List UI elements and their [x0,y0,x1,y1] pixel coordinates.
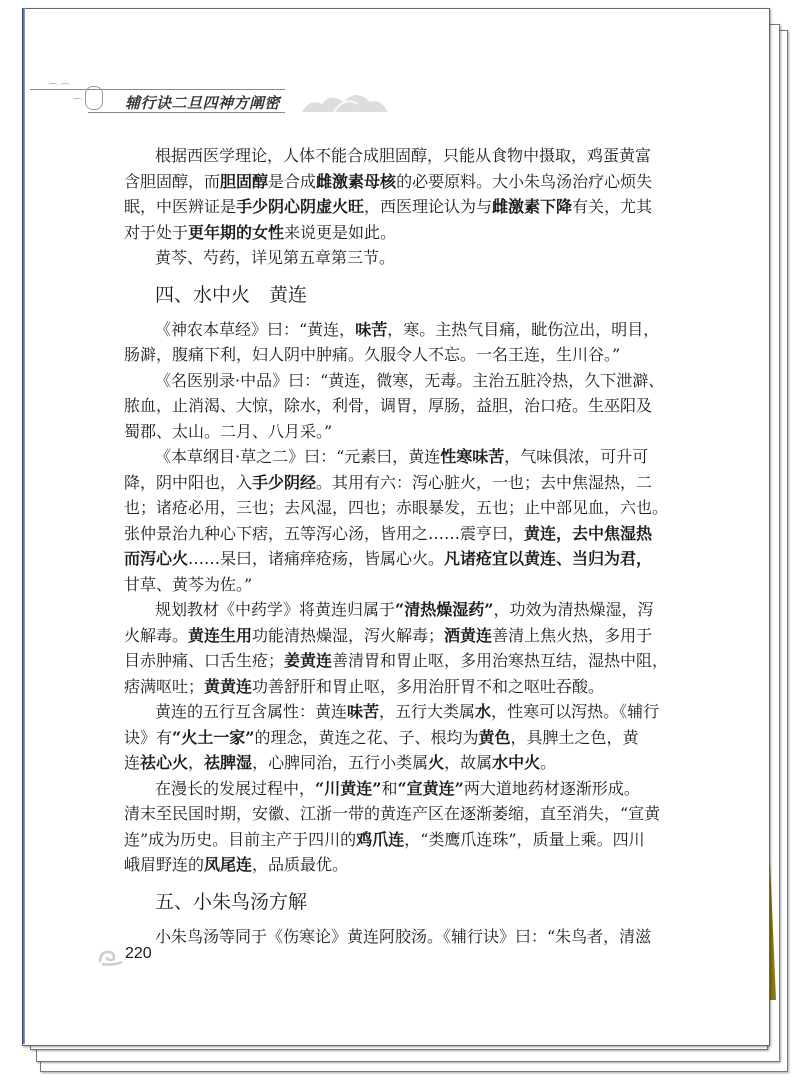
text-run: 。其用有六：泻心脏火，一也；去中焦湿热，二 [316,472,653,492]
text-run: 。 [540,753,557,772]
text-run: 规划教材《中药学》将黄连归属于 [155,600,396,619]
bold-text: 手少阴心阴虚火旺 [236,197,365,216]
text-run: ，“类鹰爪连珠”，质量上乘。四川 [404,829,645,849]
paragraph [124,444,669,597]
text-run: 眠，中医辨证是 [124,197,237,216]
page-edge-accent [770,860,776,1000]
paragraph [124,143,661,245]
text-run: 含胆固醇，而 [124,171,221,191]
text-line [124,546,661,572]
paragraph [124,597,669,699]
text-run: 峨眉野连的 [124,855,205,874]
text-line [124,674,661,700]
text-line [124,597,661,623]
text-line [124,342,661,368]
scroll-ornament-icon [85,86,103,110]
bold-text: 姜黄连 [284,651,333,670]
text-run: ，故属 [444,753,493,772]
text-run: 降，阴中阳也，入 [124,472,253,492]
bold-text: “川黄连” [315,778,382,798]
text-run: 蜀郡、太山。二月、八月采。” [124,421,333,441]
text-line [124,852,661,878]
text-run: 清末至民国时期，安徽、江浙一带的黄连产区在逐渐萎缩，直至消失，“宣黄 [124,804,661,823]
bold-text: 雌激素下降 [492,197,573,216]
paragraph [124,368,665,445]
text-run: 是合成 [268,171,317,191]
birds-icon: ⌒ [48,99,84,110]
text-run: 功善舒肝和胃止呕，多用治肝胃不和之呕吐吞酸。 [252,676,605,696]
header-rule [30,89,285,90]
bold-text: 味苦 [355,319,388,339]
text-line [124,220,661,246]
text-run: 善清上焦火热，多用于 [492,625,653,645]
bold-text: 黄黄连 [204,676,253,696]
text-run: ，品质最优。 [252,855,349,874]
text-line [124,393,661,419]
text-line [124,419,661,445]
text-run: ，寒。主热气目痛，眦伤泣出，明目， [387,319,660,339]
paragraph [124,245,661,271]
text-line [124,572,661,598]
text-line [124,699,661,725]
running-title: 辅行诀二旦四神方阐密 [125,94,281,112]
bold-text: 酒黄连 [444,625,493,645]
text-run: ，气味俱浓，可升可 [504,447,649,466]
bold-text: 水中火 [492,753,541,772]
bold-text: 黄色 [478,727,511,747]
bold-text: 黄连生用 [188,625,253,645]
text-line [124,368,665,394]
bold-text: 火 [428,753,445,772]
paragraph [124,699,661,776]
text-line [124,801,661,827]
bold-text: 味苦 [347,702,380,721]
text-run: ，西医理论认为与 [364,197,493,216]
section-heading: 四、水中火 黄连 [155,283,308,306]
bold-text: 胆固醇 [220,171,269,191]
bold-text: 水 [475,702,492,721]
text-run: 目赤肿痛、口舌生疮； [124,651,285,670]
text-run: ……杲曰，诸痛痒疮疡，皆属心火。 [188,549,445,568]
paragraph [124,317,661,368]
section-heading: 五、小朱鸟汤方解 [155,890,308,913]
text-run: 张仲景治九种心下痞，五等泻心汤，皆用之……震亨曰， [124,523,525,543]
text-line [124,725,661,751]
text-run: 的必要原料。大小朱鸟汤治疗心烦失 [396,171,653,191]
text-run: 也；诸疮必用，三也；去风湿，四也；赤眼暴发，五也；止中部见血，六也。 [124,498,669,517]
text-run: 善清胃和胃止呕，多用治寒热互结，湿热中阻， [332,651,669,670]
text-run: ，功效为清热燥湿，泻 [493,600,654,619]
text-line [124,750,661,776]
text-run: 脓血，止消渴、大惊，除水，利骨，调胃，厚肠，益胆，治口疮。生巫阳及 [124,396,653,415]
text-run: 黄连的五行互含属性：黄连 [155,702,348,721]
text-run: 对于处于 [124,222,189,242]
text-line [124,648,669,674]
bold-text: 祛脾湿 [204,753,253,772]
page-body [124,143,669,949]
text-run: 甘草、黄芩为佐。” [124,574,253,594]
cloud-swirl-icon [98,948,124,966]
text-run: 有关，尤其 [572,197,653,216]
running-header [0,0,800,140]
text-run: ，心脾同治，五行小类属 [252,753,429,772]
text-run: 功能清热燥湿，泻火解毒； [252,625,445,645]
text-run: 根据西医学理论，人体不能合成胆固醇，只能从食物中摄取，鸡蛋黄富 [155,146,652,165]
text-line [124,776,661,802]
text-line [124,317,661,343]
text-line [124,470,661,496]
text-run: 在漫长的发展过程中， [155,778,316,798]
text-run: 火解毒。 [124,625,189,645]
text-run: 和 [381,778,398,798]
bold-text: “宣黄连” [397,778,464,798]
bold-text: “火土一家” [172,727,255,747]
text-line [124,521,661,547]
text-run: 痞满呕吐； [124,676,205,696]
paragraph [124,776,661,878]
text-run: 的理念，黄连之花、子、根均为 [254,727,479,747]
text-run: 连”成为历史。目前主产于四川的 [124,829,357,849]
text-run: 《名医别录·中品》曰：“黄连，微寒，无毒。主治五脏冷热，久下泄澼、 [155,370,665,390]
text-run: ，五行大类属 [379,702,476,721]
bold-text: 而泻心火 [124,549,189,568]
page-number: 220 [125,945,152,962]
text-line [124,924,661,950]
text-run: 诀》有 [124,727,173,747]
text-run: ， [188,753,205,772]
bold-text: 雌激素母核 [316,171,397,191]
text-run: ，具脾土之色，黄 [510,727,639,747]
cloud-ornament-icon [300,90,390,112]
bold-text: 鸡爪连 [356,829,405,849]
text-run: 两大道地药材逐渐形成。 [463,778,640,798]
text-line [124,143,661,169]
text-run: 小朱鸟汤等同于《伤寒论》黄连阿胶汤。《辅行诀》曰：“朱鸟者，清滋 [155,926,652,946]
text-line [124,623,661,649]
text-line [124,194,661,220]
bold-text: “清热燥湿药” [395,600,494,619]
text-line [124,444,661,470]
bold-text: 性寒味苦 [440,447,505,466]
text-line [124,245,661,271]
bold-text: 黄连，去中焦湿热 [524,523,653,543]
text-run: 《本草纲目·草之二》曰：“元素曰，黄连 [155,447,441,466]
text-line [124,169,661,195]
bold-text: 手少阴经 [252,472,317,492]
text-run: 连 [124,753,141,772]
bold-text: 凡诸疮宜以黄连、当归为君， [444,549,653,568]
bold-text: 凤尾连 [204,855,253,874]
text-run: 来说更是如此。 [284,222,397,242]
text-line [124,827,661,853]
text-run: ，性寒可以泻热。《辅行 [491,702,660,721]
paragraph [124,924,661,950]
text-run: 《神农本草经》曰：“黄连， [155,319,356,339]
page-spine [22,8,25,1044]
text-line [124,495,669,521]
text-run: 肠澼，腹痛下利，妇人阴中肿痛。久服令人不忘。一名王连，生川谷。” [124,345,621,364]
bold-text: 祛心火 [140,753,189,772]
text-run: 黄芩、芍药，详见第五章第三节。 [155,248,396,267]
bold-text: 更年期的女性 [188,222,285,242]
